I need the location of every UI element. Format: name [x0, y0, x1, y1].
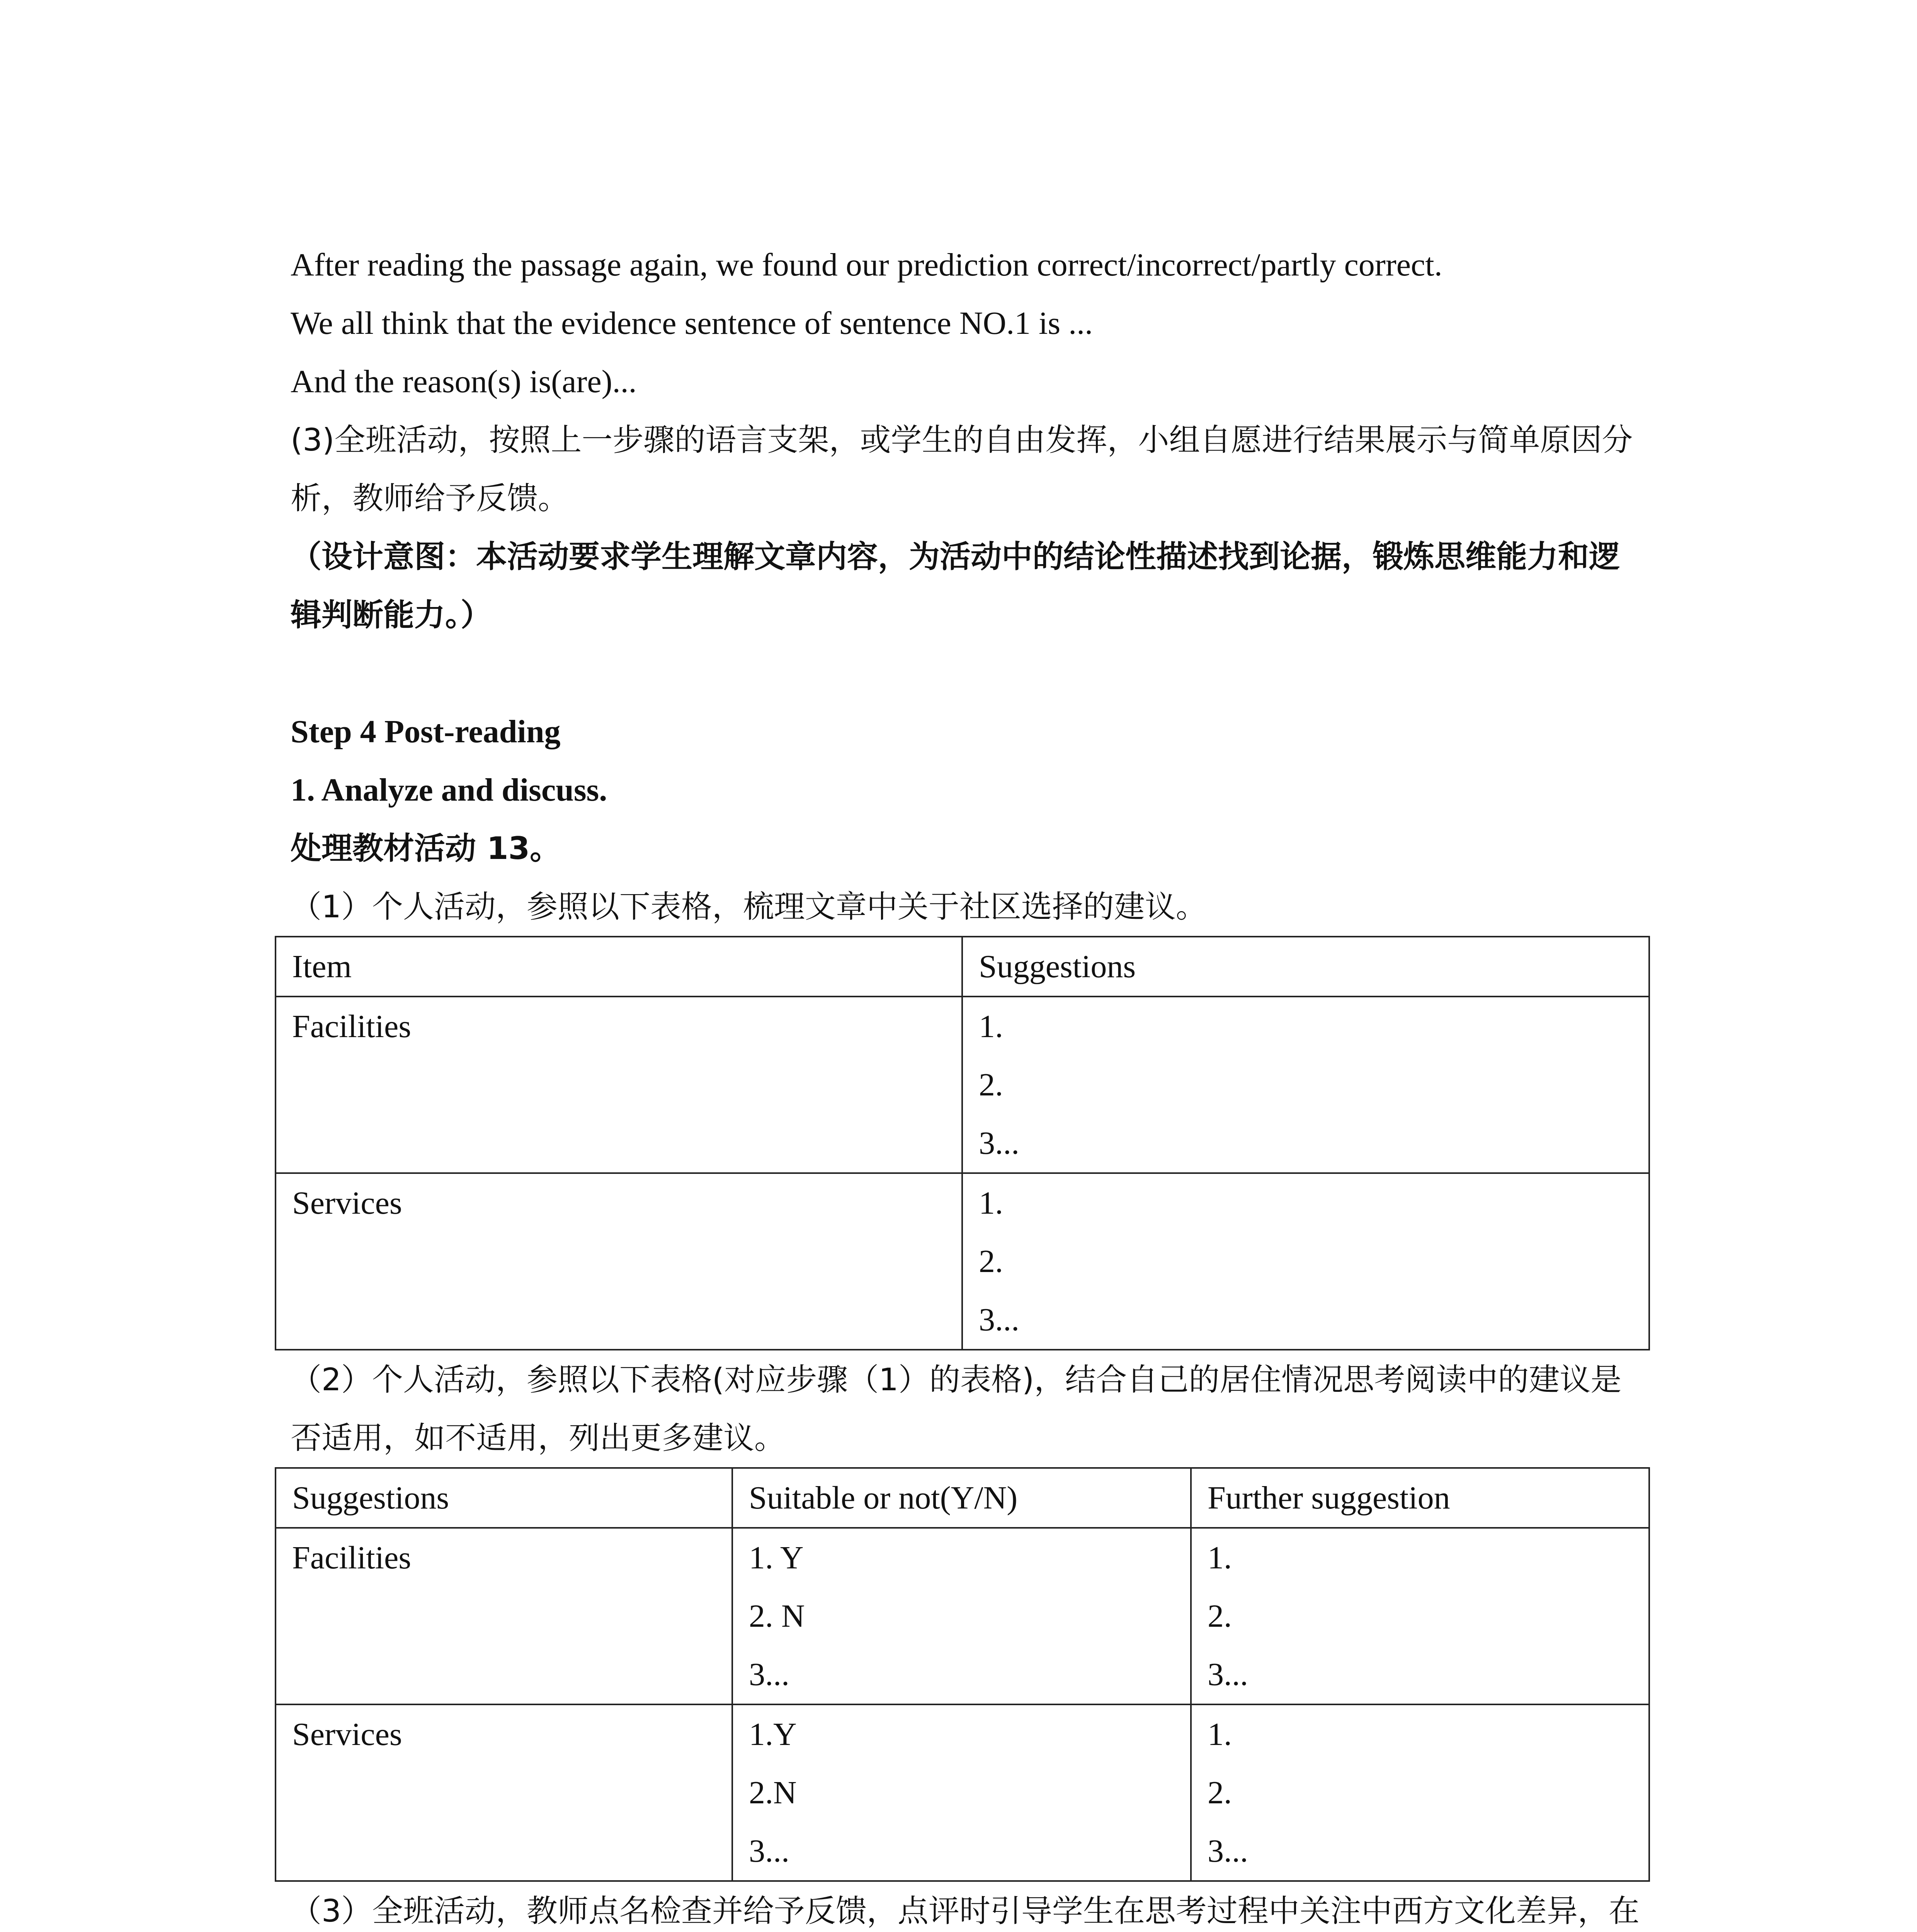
table-header-cell: Suitable or not(Y/N)	[732, 1468, 1191, 1528]
task1-text: （1）个人活动，参照以下表格，梳理文章中关于社区选择的建议。	[291, 889, 1207, 925]
table-cell-further: 1. 2. 3...	[1191, 1528, 1649, 1704]
table-header-cell: Item	[276, 937, 962, 997]
task3-text: （3）全班活动，教师点名检查并给予反馈，点评时引导学生在思考过程中关注中西方文化差异，在	[291, 1893, 1640, 1929]
activity-3-paragraph: (3)全班活动，按照上一步骤的语言支架，或学生的自由发挥，小组自愿进行结果展示与简单原因分析，教师给予反馈。	[291, 422, 1633, 516]
table-cell-further: 1. 2. 3...	[1191, 1704, 1649, 1881]
spacer	[291, 644, 1650, 702]
step4-heading: Step 4 Post-reading	[291, 714, 561, 750]
table-header-row	[276, 1468, 1649, 1528]
section1-heading: 1. Analyze and discuss.	[291, 772, 607, 808]
intro-line-3: And the reason(s) is(are)...	[291, 364, 637, 400]
suitability-table	[275, 1467, 1650, 1882]
intro-line-1: After reading the passage again, we found our prediction correct/incorrect/partly correct.	[291, 247, 1442, 283]
table-cell-item: Services	[276, 1173, 962, 1350]
table-header-row	[276, 937, 1649, 997]
table-cell-suitable: 1. Y 2. N 3...	[732, 1528, 1191, 1704]
suggestions-table	[275, 936, 1650, 1350]
table-row	[276, 1704, 1649, 1881]
table-cell-item: Facilities	[276, 1528, 732, 1704]
table-header-cell: Further suggestion	[1191, 1468, 1649, 1528]
page-content	[291, 236, 1650, 1932]
table-cell-item: Services	[276, 1704, 732, 1881]
table-header-cell: Suggestions	[276, 1468, 732, 1528]
table-cell-suggestions: 1. 2. 3...	[962, 997, 1649, 1173]
section1-subheading: 处理教材活动 13。	[291, 830, 561, 866]
table-cell-suggestions: 1. 2. 3...	[962, 1173, 1649, 1350]
table-header-cell: Suggestions	[962, 937, 1649, 997]
table-cell-suitable: 1.Y 2.N 3...	[732, 1704, 1191, 1881]
design-intent-1: （设计意图：本活动要求学生理解文章内容，为活动中的结论性描述找到论据，锻炼思维能力和逻辑判断能力。）	[291, 539, 1620, 633]
table-row	[276, 1173, 1649, 1350]
table-cell-item: Facilities	[276, 997, 962, 1173]
intro-line-2: We all think that the evidence sentence of sentence NO.1 is ...	[291, 305, 1093, 341]
task2-text: （2）个人活动，参照以下表格(对应步骤（1）的表格)，结合自己的居住情况思考阅读中的建议是否适用，如不适用，列出更多建议。	[291, 1362, 1622, 1456]
table-row	[276, 997, 1649, 1173]
table-row	[276, 1528, 1649, 1704]
